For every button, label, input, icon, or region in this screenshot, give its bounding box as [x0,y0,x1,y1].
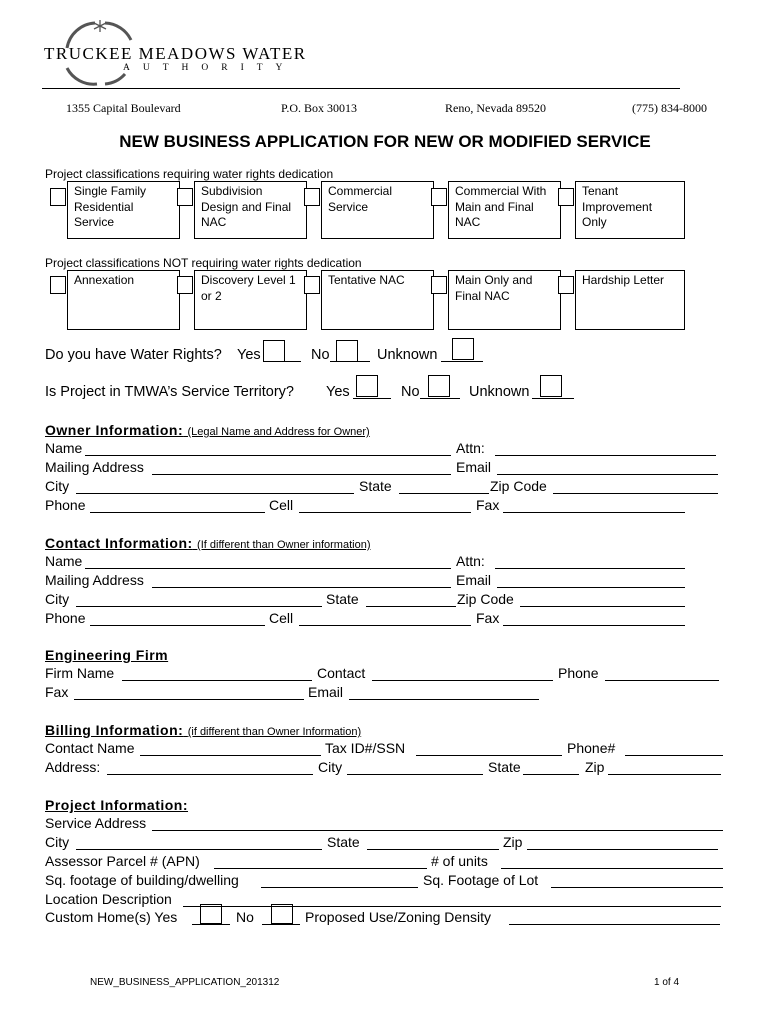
contact-zip-label: Zip Code [457,591,514,607]
owner-name-label: Name [45,440,83,456]
owner-mailing-label: Mailing Address [45,459,144,475]
engineering-heading: Engineering Firm [45,647,169,663]
annexation-option: Annexation [67,270,180,330]
territory-unknown-label: Unknown [469,384,530,400]
contact-note: (If different than Owner information) [197,539,371,551]
water-rights-question: Do you have Water Rights? [45,347,222,363]
po-box: P.O. Box 30013 [281,101,358,115]
tentative-nac-option: Tentative NAC [321,270,434,330]
water-rights-no-box[interactable] [336,340,358,362]
owner-fax-field[interactable] [503,512,685,513]
single-family-checkbox[interactable] [50,188,66,206]
contact-email-label: Email [456,572,492,588]
contact-city-field[interactable] [76,606,322,607]
hardship-option: Hardship Letter [575,270,685,330]
billing-heading: Billing Information: (if different than Owner Information) [45,722,362,738]
contact-fax-label: Fax [476,610,500,626]
document-id: NEW_BUSINESS_APPLICATION_201312 [90,977,280,988]
owner-cell-field[interactable] [299,512,471,513]
firm-fax-field[interactable] [74,699,304,700]
territory-unknown-line [532,398,574,399]
contact-fax-field[interactable] [503,625,685,626]
project-state-field[interactable] [367,849,499,850]
zoning-label: Proposed Use/Zoning Density [305,909,491,925]
discovery-option: Discovery Level 1 or 2 [194,270,307,330]
single-family-option: Single Family Residential Service [67,181,180,239]
location-field[interactable] [183,906,721,907]
billing-city-field[interactable] [347,774,483,775]
territory-question: Is Project in TMWA’s Service Territory? [45,384,294,400]
service-address-label: Service Address [45,815,147,831]
contact-state-label: State [326,591,359,607]
billing-city-label: City [318,759,343,775]
owner-zip-field[interactable] [553,493,718,494]
owner-zip-label: Zip Code [490,478,547,494]
contact-email-field[interactable] [497,587,685,588]
territory-yes-box[interactable] [356,375,378,397]
billing-phone-label: Phone# [567,740,616,756]
billing-tax-label: Tax ID#/SSN [325,740,406,756]
billing-address-label: Address: [45,759,101,775]
commercial-main-checkbox[interactable] [431,188,447,206]
owner-email-field[interactable] [497,474,718,475]
sqft-building-field[interactable] [261,887,418,888]
billing-tax-field[interactable] [416,755,562,756]
dedication-heading: Project classifications requiring water rights dedication [45,167,334,181]
territory-no-box[interactable] [428,375,450,397]
city-address: Reno, Nevada 89520 [445,101,546,115]
contact-state-field[interactable] [366,606,456,607]
units-label: # of units [431,853,488,869]
contact-mailing-field[interactable] [152,587,451,588]
project-city-label: City [45,834,70,850]
territory-yes-line [353,398,391,399]
project-zip-field[interactable] [527,849,718,850]
firm-contact-label: Contact [317,665,366,681]
subdivision-option: Subdivision Design and Final NAC [194,181,307,239]
firm-email-label: Email [308,684,344,700]
water-rights-no-line [330,361,370,362]
tenant-improvement-option: Tenant Improvement Only [575,181,685,239]
owner-attn-label: Attn: [456,440,485,456]
water-rights-yes-label: Yes [237,347,261,363]
sqft-building-label: Sq. footage of building/dwelling [45,872,239,888]
owner-cell-label: Cell [269,497,294,513]
owner-phone-label: Phone [45,497,86,513]
owner-attn-field[interactable] [495,455,716,456]
annexation-checkbox[interactable] [50,276,66,294]
org-subtitle: AUTHORITY [123,63,296,73]
owner-state-field[interactable] [399,493,489,494]
owner-fax-label: Fax [476,497,500,513]
water-rights-unknown-box[interactable] [452,338,474,360]
main-only-checkbox[interactable] [431,276,447,294]
contact-mailing-label: Mailing Address [45,572,144,588]
water-rights-yes-box[interactable] [263,340,285,362]
sqft-lot-field[interactable] [551,887,723,888]
water-rights-unknown-line [441,361,483,362]
street-address: 1355 Capital Boulevard [66,101,181,115]
billing-contact-label: Contact Name [45,740,135,756]
contact-name-label: Name [45,553,83,569]
firm-contact-field[interactable] [372,680,553,681]
custom-no-label: No [236,909,254,925]
billing-zip-field[interactable] [608,774,721,775]
project-zip-label: Zip [503,834,523,850]
billing-state-label: State [488,759,521,775]
page-number: 1 of 4 [654,977,680,988]
tentative-nac-checkbox[interactable] [304,276,320,294]
contact-phone-field[interactable] [90,625,265,626]
main-only-option: Main Only and Final NAC [448,270,561,330]
contact-attn-field[interactable] [495,568,685,569]
subdivision-checkbox[interactable] [177,188,193,206]
contact-city-label: City [45,591,70,607]
contact-cell-field[interactable] [299,625,471,626]
billing-zip-label: Zip [585,759,605,775]
water-rights-no-label: No [311,347,330,363]
custom-no-line [262,924,300,925]
org-name: TRUCKEE MEADOWS WATER [44,44,307,63]
header-rule [42,88,680,89]
contact-name-field[interactable] [85,568,451,569]
territory-no-line [420,398,460,399]
tenant-improvement-checkbox[interactable] [558,188,574,206]
firm-email-field[interactable] [349,699,539,700]
custom-yes-box[interactable] [200,904,222,924]
owner-city-label: City [45,478,70,494]
hardship-checkbox[interactable] [558,276,574,294]
custom-no-box[interactable] [271,904,293,924]
territory-yes-label: Yes [326,384,350,400]
billing-contact-field[interactable] [140,755,321,756]
page-title: NEW BUSINESS APPLICATION FOR NEW OR MODIFIED SERVICE [119,132,651,151]
location-label: Location Description [45,891,172,907]
discovery-checkbox[interactable] [177,276,193,294]
phone-number: (775) 834-8000 [632,101,707,115]
commercial-main-option: Commercial With Main and Final NAC [448,181,561,239]
owner-email-label: Email [456,459,492,475]
owner-note: (Legal Name and Address for Owner) [187,426,370,438]
units-field[interactable] [501,868,723,869]
zoning-field[interactable] [509,924,720,925]
project-state-label: State [327,834,360,850]
territory-unknown-box[interactable] [540,375,562,397]
project-city-field[interactable] [76,849,322,850]
firm-phone-field[interactable] [605,680,719,681]
contact-cell-label: Cell [269,610,294,626]
water-rights-unknown-label: Unknown [377,347,438,363]
apn-field[interactable] [214,868,427,869]
sqft-lot-label: Sq. Footage of Lot [423,872,539,888]
owner-name-field[interactable] [85,455,451,456]
owner-city-field[interactable] [76,493,354,494]
firm-name-label: Firm Name [45,665,115,681]
owner-mailing-field[interactable] [152,474,451,475]
billing-phone-field[interactable] [625,755,723,756]
custom-home-label: Custom Home(s) Yes [45,909,178,925]
no-dedication-heading: Project classifications NOT requiring water rights dedication [45,256,362,270]
firm-name-field[interactable] [122,680,312,681]
water-rights-yes-line [263,361,301,362]
owner-heading: Owner Information: (Legal Name and Address for Owner) [45,422,370,438]
contact-zip-field[interactable] [520,606,685,607]
apn-label: Assessor Parcel # (APN) [45,853,200,869]
project-heading: Project Information: [45,797,189,813]
owner-phone-field[interactable] [90,512,265,513]
owner-state-label: State [359,478,392,494]
firm-fax-label: Fax [45,684,69,700]
firm-phone-label: Phone [558,665,599,681]
service-address-field[interactable] [152,830,723,831]
commercial-option: Commercial Service [321,181,434,239]
commercial-checkbox[interactable] [304,188,320,206]
billing-address-field[interactable] [107,774,313,775]
custom-yes-line [192,924,230,925]
contact-phone-label: Phone [45,610,86,626]
territory-no-label: No [401,384,420,400]
contact-heading: Contact Information: (If different than Owner information) [45,535,371,551]
billing-state-field[interactable] [523,774,579,775]
billing-note: (if different than Owner Information) [187,726,362,738]
contact-attn-label: Attn: [456,553,485,569]
